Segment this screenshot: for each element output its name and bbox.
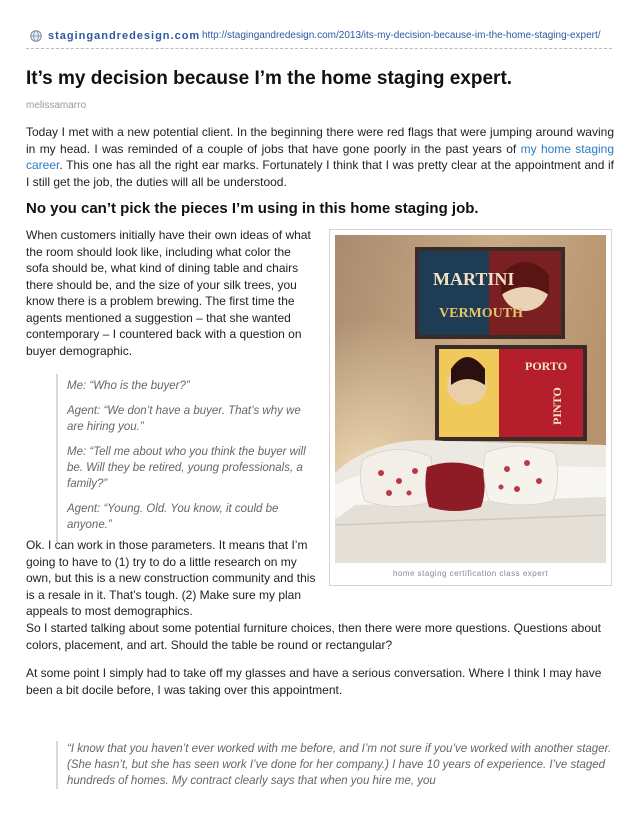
header-divider [26,48,612,49]
author-name[interactable]: melissamarro [26,100,87,111]
home-staging-career-link[interactable]: my home staging career [26,141,615,172]
poster-text: PORTO [525,359,568,373]
intro-paragraph: Today I met with a new potential client. In the beginning there were red flags that were jumping around waving in my head. I was reminded of a couple of jobs that have gone poorly in the past years of my home staging career. This one has all the right ear marks. Fortunately I think that I was pretty clear at the appointment and if I still get the job, the duties will all be understood. [26,125,615,189]
paragraph-3: So I started talking about some potential furniture choices, then there were more questions. Questions about colors, placement, and art. Should the table be round or rectangular? [26,621,601,652]
dialogue-line: Agent: “Young. Old. You know, it could be anyone.” [67,503,279,531]
quote-blockquote [56,741,612,789]
poster-text: PINTO [550,387,564,425]
dialogue-line: Me: “Who is the buyer?” [67,380,190,392]
dialogue-line: Agent: “We don’t have a buyer. That’s why we are hiring you.” [67,405,301,433]
figure-caption: home staging certification class expert [392,569,549,578]
article-figure [329,229,612,586]
article-title: It’s my decision because I’m the home staging expert. [26,68,513,89]
globe-icon [30,30,42,42]
living-room-photo [335,235,606,563]
dialogue-blockquote [56,374,316,542]
section-heading: No you can’t pick the pieces I’m using in this home staging job. [26,200,479,217]
poster-text: VERMOUTH [439,306,523,321]
quote-text: “I know that you haven’t ever worked with me before, and I’m not sure if you’ve worked with another stager. (She hasn’t, but she has seen work I’ve done for her company.) I have 10 years of experience. I’ve staged hundreds of homes. My contract clearly says that when you hire me, you [67,743,612,787]
page-header [26,27,612,47]
site-link[interactable]: stagingandredesign.com [48,30,201,42]
page-url-link[interactable]: http://stagingandredesign.com/2013/its-my-decision-because-im-the-home-staging-expert/ [202,30,601,41]
paragraph-2: Ok. I can work in those parameters. It means that I’m going to have to (1) try to do a little research on my own, but this is a new construction community and this is a resale in it. That’s tough. (2) Make sure my plan appeals to most demographics. [26,538,316,618]
poster-text: MARTINI [433,269,515,289]
dialogue-line: Me: “Tell me about who you think the buyer will be. Will they be retired, young professionals, a family?” [67,446,306,490]
paragraph-1: When customers initially have their own ideas of what the room should look like, including what color the sofa should be, what kind of dining table and chairs there should be, and the size of your silk trees, you know there is a problem brewing. The first time the agents mentioned a suggestion – that she wanted contemporary – I countered back with a question on buyer demographic. [26,228,311,358]
paragraph-4: At some point I simply had to take off my glasses and have a serious conversation. Where I think I may have been a bit docile before, I was taking over this appointment. [26,666,602,697]
